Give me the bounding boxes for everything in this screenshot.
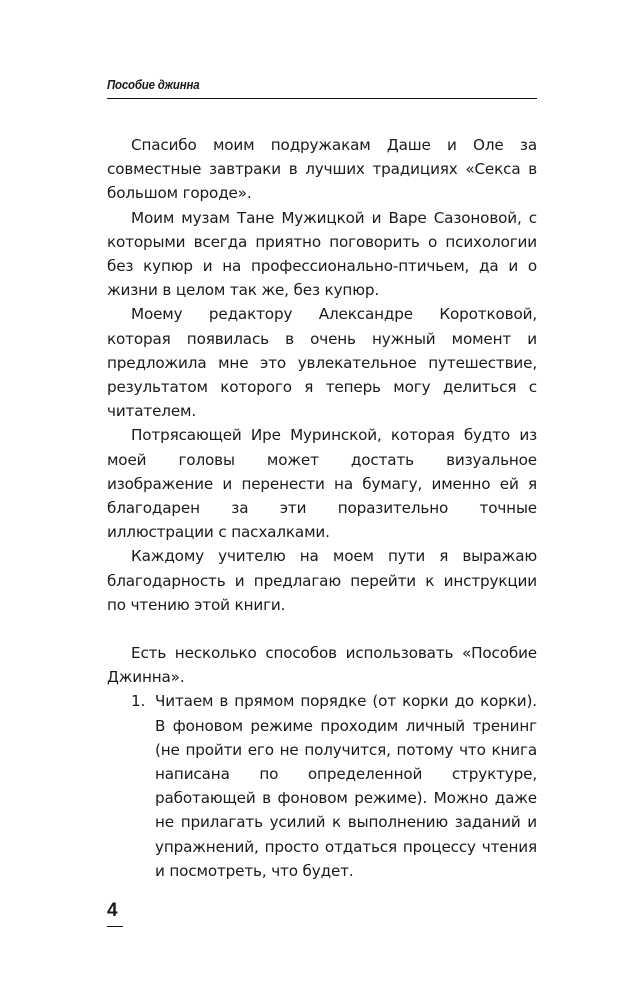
- list-item-text: Читаем в прямом порядке (от корки до корки). В фоновом режиме проходим личный тренинг (не пройти его не получится, потому что книга написана по определенной структуре, работающей в фоновом режиме). Можно даже не прилагать усилий к выполнению заданий и упражнений, просто отдаться процессу чтения и посмотреть, что будет.: [155, 692, 537, 880]
- list-item: [107, 689, 537, 883]
- paragraph-thanks-teachers: Каждому учителю на моем пути я выражаю благодарность и предлагаю перейти к инструкции по чтению этой книги.: [107, 547, 537, 614]
- paragraph-usage-intro: Есть несколько способов использовать «Пособие Джинна».: [107, 644, 537, 687]
- paragraph-thanks-illustrator: Потрясающей Ире Муринской, которая будто из моей головы может достать визуальное изображение и перенести на бумагу, именно ей я благодарен за эти поразительно точные иллюстрации с пасхалками.: [107, 426, 537, 542]
- running-header: [107, 74, 537, 99]
- paragraph-thanks-friends: Спасибо моим подружакам Даше и Оле за совместные завтраки в лучших традициях «Секса в большом городе».: [107, 136, 537, 203]
- paragraph-thanks-muses: Моим музам Тане Мужицкой и Варе Сазоновой, с которыми всегда приятно поговорить о психологии без купюр и на профессионально-птичьем, да и о жизни в целом так же, без купюр.: [107, 208, 537, 300]
- header-rule: [107, 98, 537, 99]
- footer-rule: [107, 926, 123, 927]
- paragraph-thanks-editor: Моему редактору Александре Коротковой, которая появилась в очень нужный момент и предложила мне это увлекательное путешествие, результатом которого я теперь могу делиться с читателем.: [107, 305, 537, 421]
- page-number: 4: [107, 900, 118, 921]
- body-text: [107, 133, 537, 883]
- running-title: Пособие джинна: [107, 77, 200, 92]
- list-item-number: 1.: [131, 692, 146, 711]
